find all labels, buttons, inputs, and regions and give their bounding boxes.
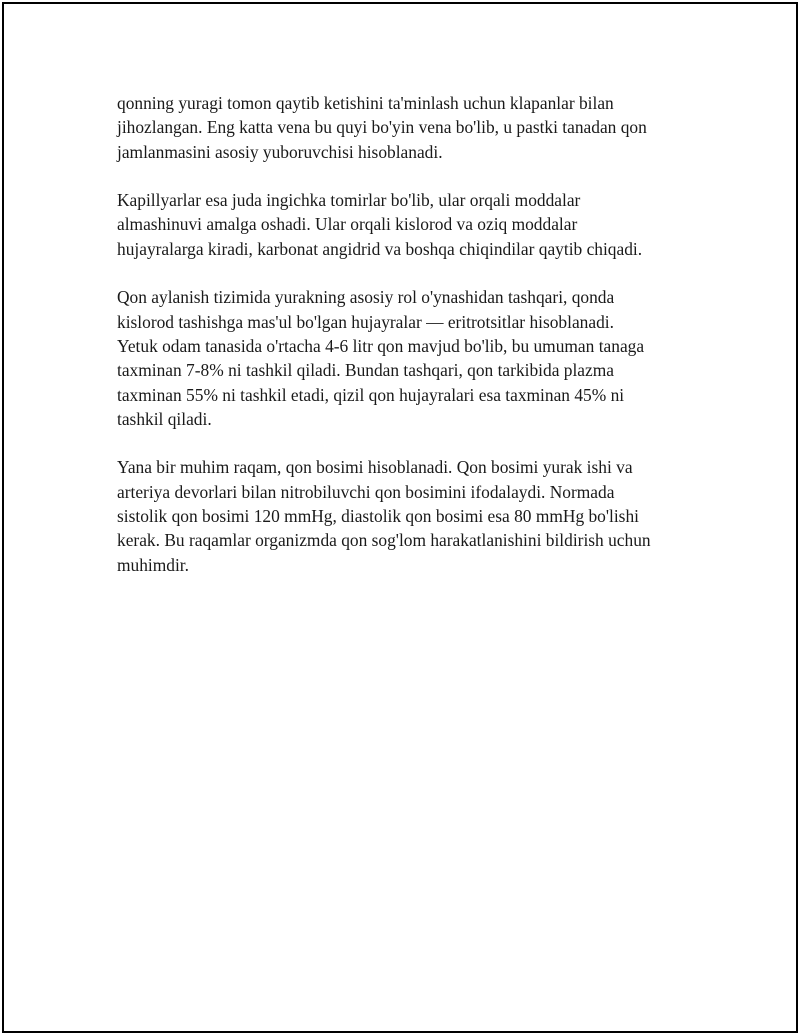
paragraph-blood-pressure: Yana bir muhim raqam, qon bosimi hisoblanadi. Qon bosimi yurak ishi va arteriya devorlari bilan nitrobiluvchi qon bosimini ifodalaydi. Normada sistolik qon bosimi 120 mmHg, diastolik qon bosimi esa 80 mmHg bo'lishi kerak. Bu raqamlar organizmda qon sog'lom harakatlanishini bildirish uchun muhimdir. <box>117 457 651 575</box>
paragraph-capillaries: Kapillyarlar esa juda ingichka tomirlar bo'lib, ular orqali moddalar almashinuvi amalga oshadi. Ular orqali kislorod va oziq moddalar hujayralarga kiradi, karbonat angidrid va boshqa chiqindilar qaytib chiqadi. <box>117 190 643 259</box>
document-body <box>117 91 697 601</box>
paragraph-blood-composition: Qon aylanish tizimida yurakning asosiy rol o'ynashidan tashqari, qonda kislorod tashishga mas'ul bo'lgan hujayralar — eritrotsitlar hisoblanadi. Yetuk odam tanasida o'rtacha 4-6 litr qon mavjud bo'lib, bu umuman tanaga taxminan 7-8% ni tashkil qiladi. Bundan tashqari, qon tarkibida plazma taxminan 55% ni tashkil etadi, qizil qon hujayralari esa taxminan 45% ni tashkil qiladi. <box>117 287 645 429</box>
paragraph-veins: qonning yuragi tomon qaytib ketishini ta'minlash uchun klapanlar bilan jihozlangan. Eng katta vena bu quyi bo'yin vena bo'lib, u pastki tanadan qon jamlanmasini asosiy yuboruvchisi hisoblanadi. <box>117 93 647 162</box>
